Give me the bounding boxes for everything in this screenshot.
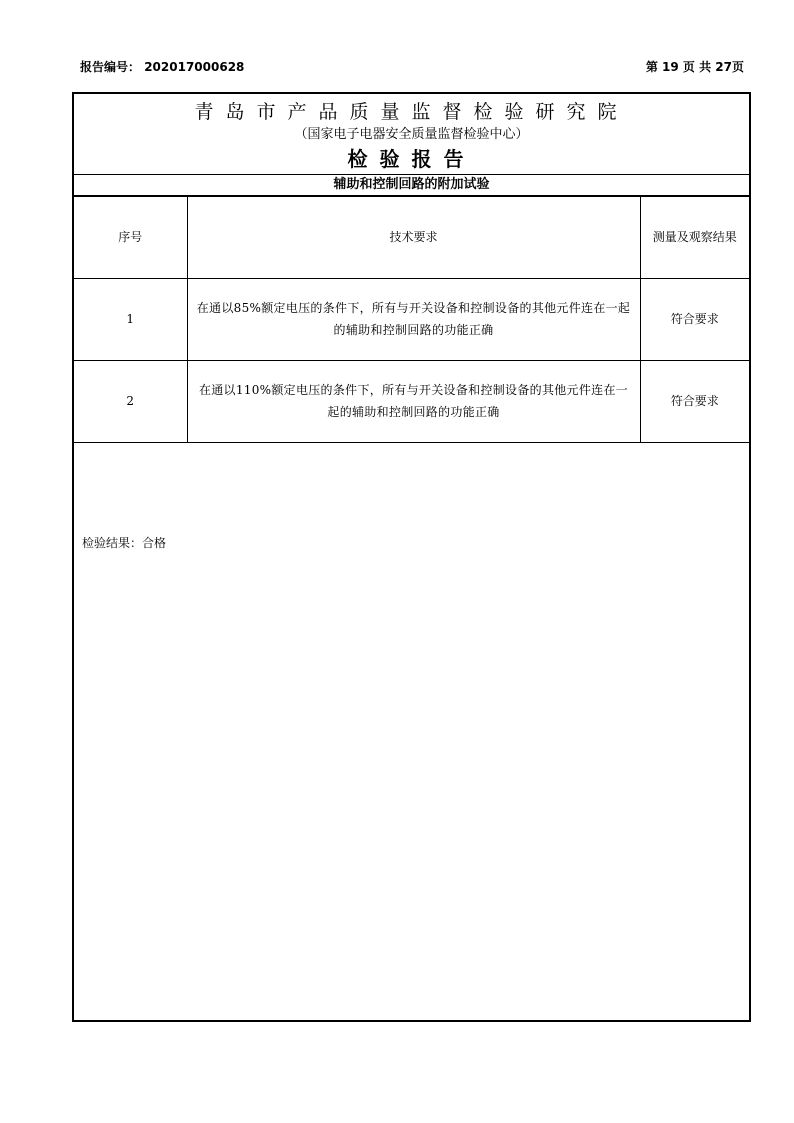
page-indicator bbox=[646, 58, 744, 75]
row-result: 符合要求 bbox=[640, 278, 749, 360]
row-no: 2 bbox=[74, 360, 187, 442]
report-number bbox=[80, 58, 244, 75]
page-prefix: 第 bbox=[645, 60, 658, 74]
row-no: 1 bbox=[74, 278, 187, 360]
report-title: 检验报告 bbox=[347, 147, 476, 171]
section-title: 辅助和控制回路的附加试验 bbox=[74, 175, 749, 197]
page-suffix: 页 bbox=[731, 60, 744, 74]
header-no: 序号 bbox=[74, 197, 187, 278]
title-block bbox=[74, 94, 749, 175]
table-row bbox=[74, 360, 749, 442]
page-middle: 页 共 bbox=[682, 60, 712, 74]
row-requirement: 在通以110%额定电压的条件下，所有与开关设备和控制设备的其他元件连在一起的辅助和控制回路的功能正确 bbox=[187, 360, 640, 442]
page-total: 27 bbox=[715, 60, 732, 74]
report-number-label: 报告编号： bbox=[80, 60, 141, 74]
table-row bbox=[74, 278, 749, 360]
institute-subtitle: （国家电子电器安全质量监督检验中心） bbox=[294, 127, 529, 142]
institute-name: 青岛市产品质量监督检验研究院 bbox=[194, 101, 629, 123]
page-current: 19 bbox=[662, 60, 679, 74]
row-result: 符合要求 bbox=[640, 360, 749, 442]
table-header-row bbox=[74, 197, 749, 278]
report-number-value: 202017000628 bbox=[144, 60, 245, 74]
report-frame bbox=[72, 92, 751, 1022]
row-requirement: 在通以85%额定电压的条件下，所有与开关设备和控制设备的其他元件连在一起的辅助和控制回路的功能正确 bbox=[187, 278, 640, 360]
inspection-conclusion: 检验结果：合格 bbox=[82, 536, 167, 550]
requirements-table bbox=[74, 197, 749, 443]
header-requirement: 技术要求 bbox=[187, 197, 640, 278]
page-header bbox=[80, 58, 744, 76]
header-result: 测量及观察结果 bbox=[640, 197, 749, 278]
